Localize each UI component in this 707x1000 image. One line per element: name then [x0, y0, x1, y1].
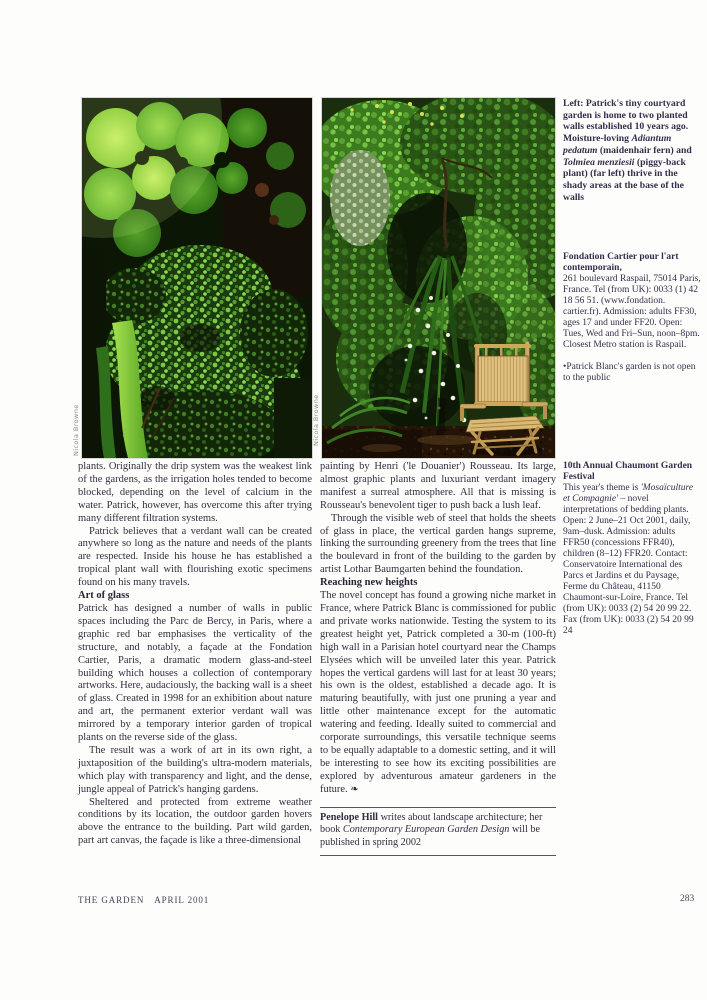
article-column-2 — [320, 461, 556, 856]
author-byline-box: Penelope Hill writes about landscape architecture; her book Contemporary European Garden Design will be published in spring 2002 — [320, 807, 556, 857]
magazine-title: THE GARDEN — [78, 895, 145, 905]
paragraph: Through the visible web of steel that holds the sheets of glass in place, the vertical garden hangs supreme, linking the surrounding greenery from the trees that line the boulevard in front of the building to the garden by artist Lothar Baumgarten behind the foundation. — [320, 512, 556, 576]
photo-courtyard-garden — [322, 98, 555, 458]
issue-date: APRIL 2001 — [154, 895, 210, 905]
festival-details: This year's theme is 'Mosaïculture et Compagnie' – novel interpretations of bedding plants. Open: 2 June–21 Oct 2001, daily, 9am–dusk. Admission: adults FFR50 (concessions FFR40), children (8–12) FFR20. Contact: Conservatoire International des Parcs et Jardins et du Paysage, Ferme du Château, 41150 Chaumont-sur-Loire, France. Tel (from UK): 0033 (2) 54 20 99 22. Fax (from UK): 0033 (2) 54 20 99 24 — [563, 483, 694, 636]
paragraph: Patrick has designed a number of walls in public spaces including the Parc de Bercy, in Paris, where a graphic red bar emphasises the verticality of the structure, and notably, a façade at the Fondation Cartier, Paris, a dramatic modern glass-and-steel building which houses a collection of contemporary artworks. Here, audaciously, the backing wall is a sheet of glass. Created in 1998 for an exhibition about nature and art, the permanent exterior verdant wall was mirrored by a temporary interior garden of tropical plants on the reverse side of the glass. — [78, 602, 312, 744]
venue-note: •Patrick Blanc's garden is not open to the public — [563, 362, 696, 383]
paragraph: painting by Henri ('le Douanier') Rousseau. Its large, almost graphic plants and luxuriant verdant imagery manifest a surreal atmosphere. All that is missing is Rousseau's benevolent tiger to push back a lush leaf. — [320, 461, 556, 511]
photo-credit-right: Nicola Browne — [312, 394, 320, 446]
photo-caption: Left: Patrick's tiny courtyard garden is home to two planted walls established 10 years ago. Moisture-loving Adiantum pedatum (maidenhair fern) and Tolmiea menziesii (piggy-back plant) (far left) thrive in the shady areas at the base of the walls — [563, 98, 692, 203]
paragraph: Patrick believes that a verdant wall can be created anywhere so long as the nature and needs of the plants are respected. Inside his house he has established a tropical plant wall with flourishing exotic specimens found on his many travels. — [78, 525, 312, 589]
garden-wall-illustration — [322, 98, 555, 458]
caption-species-1: Adiantum pedatum — [563, 133, 672, 156]
paragraph: plants. Originally the drip system was the weakest link of the gardens, as the irrigation holes tended to become blocked, depending on the level of calcium in the water. Patrick, however, has overcome this after trying many different filtration systems. — [78, 461, 312, 524]
festival-title: 10th Annual Chaumont Garden Festival — [563, 461, 693, 482]
paragraph: The result was a work of art in its own right, a juxtaposition of the building's ultra-modern materials, which play with transparency and light, and the dense, jungle appeal of Patrick's hanging gardens. — [78, 744, 312, 795]
author-name: Penelope Hill — [320, 811, 379, 823]
venue-details: 261 boulevard Raspail, 75014 Paris, France. Tel (from UK): 0033 (1) 42 18 56 51. (www.fondation. cartier.fr). Admission: adults FF30, ages 17 and under FF20. Open: Tues, Wed and Fri–Sun, noon–8pm. Closest Metro station is Raspail. — [563, 274, 701, 350]
paragraph: Sheltered and protected from extreme weather conditions by its location, the outdoor garden hovers above the entrance to the building. Part wild garden, part art canvas, the façade is like a three-dimensional — [78, 796, 312, 847]
book-title: Contemporary European Garden Design — [342, 824, 510, 836]
end-of-article-leaf-icon: ❧ — [350, 783, 359, 795]
caption-species-2: Tolmiea menziesii — [563, 156, 635, 168]
venue-title: Fondation Cartier pour l'art contemporain, — [563, 252, 679, 273]
festival-info-box — [563, 461, 701, 637]
section-heading-reaching-new-heights: Reaching new heights — [320, 577, 418, 589]
photo-credit-left: Nicola Browne — [72, 404, 80, 456]
running-footer — [78, 895, 209, 905]
article-column-1 — [78, 461, 312, 848]
fern-photo-illustration — [82, 98, 312, 458]
section-heading-art-of-glass: Art of glass — [78, 590, 130, 602]
caption-text: Left: Patrick's tiny courtyard garden is home to two planted walls established 10 years ago. Moisture-loving — [563, 98, 689, 145]
paragraph: The novel concept has found a growing niche market in France, where Patrick Blanc is commissioned for public and private works nationwide. Testing the system to its greatest height yet, Patrick completed a 30-m (100-ft) high wall in a Parisian hotel courtyard near the Champs Elysées which will be unveiled later this year. Patrick hopes the vertical gardens will last for at least 30 years; his own is the oldest, established a decade ago. It is maturing beautifully, with just one pruning a year and little other maintenance except for the automatic watering and feeding. Ideally suited to commercial and corporate surroundings, this versatile technique seems to be equally adaptable to a domestic setting, and it will be interesting to see how its exciting possibilities are explored by adventurous amateur gardeners in the future. ❧ — [320, 590, 556, 795]
venue-info-box — [563, 252, 701, 384]
photo-maidenhair-fern — [82, 98, 312, 458]
page-number: 283 — [680, 894, 695, 904]
